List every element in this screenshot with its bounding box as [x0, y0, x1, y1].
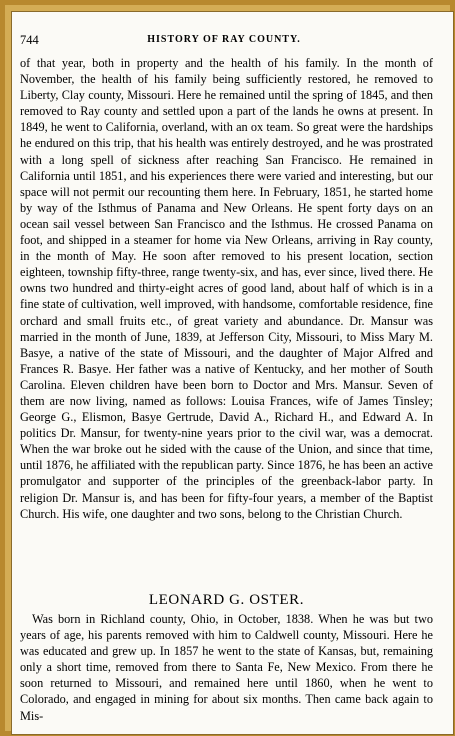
- running-header: [20, 33, 428, 49]
- running-title: HISTORY OF RAY COUNTY.: [147, 34, 301, 45]
- paragraph: of that year, both in property and the health of his family. In the month of November, the health of his family being sufficiently restored, he removed to Liberty, Clay county, Missouri. Here he remained until the spring of 1845, and then removed to Ray county and settled upon a part of the lands he owns at present. In 1849, he went to California, overland, with an ox team. So great were the hardships he endured on this trip, that his health was entirely destroyed, and he was prostrated with a long spell of sickness after reaching San Francisco. He remained in California until 1851, and his experiences there were varied and interesting, but our space will not permit our recounting them here. In February, 1851, he started home by way of the Isthmus of Panama and New Orleans. He spent forty days on an ocean sail vessel between San Francisco and the Isthmus. He crossed Panama on foot, and shipped in a steamer for home via New Orleans, arriving in Ray county, in the month of May. He soon after removed to his present location, section eighteen, township fifty-three, range twenty-six, and has, ever since, lived there. He owns two hundred and thirty-eight acres of good land, about half of which is in a fine state of cultivation, well improved, with handsome, comfortable residence, fine orchard and small fruits etc., of great variety and abundance. Dr. Mansur was married in the month of June, 1839, at Jefferson City, Missouri, to Miss Mary M. Basye, a native of the state of Missouri, and the daughter of Major Alfred and Frances R. Basye. Her father was a native of Kentucky, and her mother of South Carolina. Eleven children have been born to Doctor and Mrs. Mansur. Seven of them are now living, named as follows: Louisa Frances, wife of James Tinsley; George G., Elismon, Basye Gertrude, David A., Richard H., and Edward A. In politics Dr. Mansur, for twenty-nine years prior to the civil war, was a democrat. When the war broke out he sided with the cause of the Union, and since that time, until 1876, he affiliated with the republican party. Since 1876, he has been an active promulgator and supporter of the principles of the greenback-labor party. In religion Dr. Mansur is, and has been for fifty-four years, a member of the Baptist Church. His wife, one daughter and two sons, belong to the Christian Church.: [20, 56, 433, 521]
- body-text-section: [20, 611, 433, 724]
- body-text: [20, 55, 433, 522]
- section-heading: LEONARD G. OSTER.: [148, 592, 305, 608]
- paragraph: Was born in Richland county, Ohio, in October, 1838. When he was but two years of age, his parents removed with him to Caldwell county, Missouri. Here he was educated and grew up. In 1857 he went to the state of Kansas, but, remaining only a short time, removed from there to Santa Fe, New Mexico. From there he soon returned to Missouri, and remained here until 1860, when he went to Colorado, and engaged in mining for about six months. Then came back again to Mis-: [20, 612, 433, 723]
- page-number: 744: [20, 33, 39, 47]
- page-content: [6, 6, 449, 730]
